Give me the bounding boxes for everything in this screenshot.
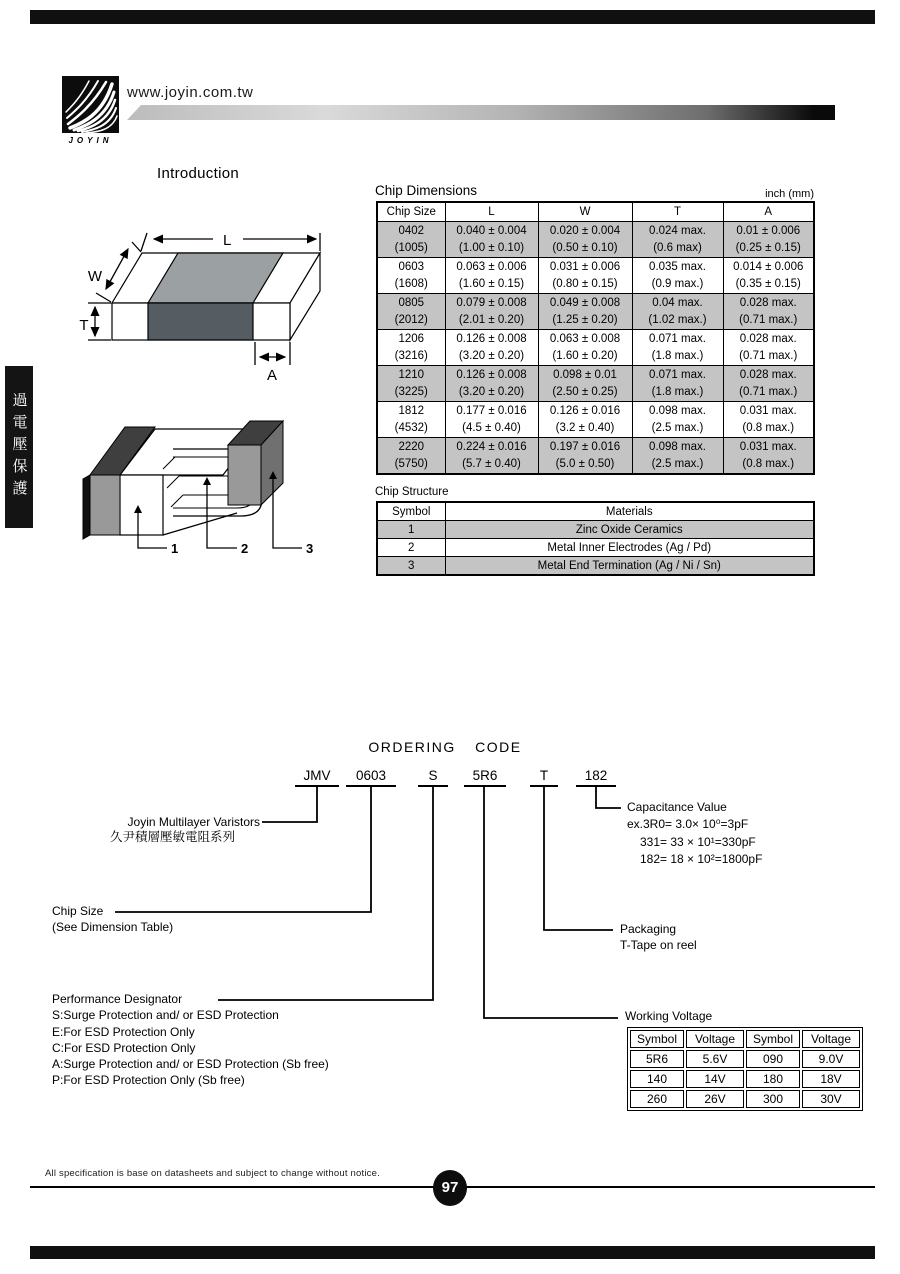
table-cell: 0.01 ± 0.006 (0.25 ± 0.15) (723, 222, 814, 258)
chip-size-label: Chip Size (52, 904, 104, 918)
col-T: T (632, 202, 723, 222)
chip-structure-header-row (377, 502, 814, 521)
structure-body (83, 421, 283, 539)
label-1: 1 (171, 541, 179, 556)
working-voltage-title: Working Voltage (625, 1009, 713, 1023)
ordering-part-capacitance: 182 (576, 768, 616, 787)
packaging-note: T-Tape on reel (620, 938, 697, 952)
table-row (630, 1070, 860, 1088)
table-cell: 0.126 ± 0.008 (3.20 ± 0.20) (445, 330, 538, 366)
table-cell: 1 (377, 521, 445, 539)
table-cell: 0.224 ± 0.016 (5.7 ± 0.40) (445, 438, 538, 475)
chip-size-note: (See Dimension Table) (52, 920, 174, 934)
table-row (630, 1090, 860, 1108)
table-cell: 260 (630, 1090, 684, 1108)
table-cell: 300 (746, 1090, 800, 1108)
table-row (377, 402, 814, 438)
table-cell: 0.028 max. (0.71 max.) (723, 330, 814, 366)
table-cell: 0.040 ± 0.004 (1.00 ± 0.10) (445, 222, 538, 258)
col-wv-symbol-2: Symbol (746, 1030, 800, 1048)
table-cell: 5R6 (630, 1050, 684, 1068)
logo-swirl-icon (62, 76, 119, 133)
ordering-part-chip-size: 0603 (346, 768, 396, 787)
table-cell: 180 (746, 1070, 800, 1088)
performance-designator-block (52, 991, 329, 1089)
label-A: A (266, 367, 278, 383)
table-row (377, 258, 814, 294)
table-cell: 14V (686, 1070, 744, 1088)
table-cell: 0.028 max. (0.71 max.) (723, 294, 814, 330)
chip-structure-title: Chip Structure (375, 486, 449, 498)
chip-dimension-diagram (75, 213, 365, 383)
chip-structure-table (376, 501, 815, 576)
table-cell: Zinc Oxide Ceramics (445, 521, 814, 539)
table-cell: 140 (630, 1070, 684, 1088)
table-cell: 0.04 max. (1.02 max.) (632, 294, 723, 330)
ordering-part-voltage: 5R6 (464, 768, 506, 787)
table-cell: 0.031 max. (0.8 max.) (723, 438, 814, 475)
table-row (377, 294, 814, 330)
table-cell: 0603 (1608) (377, 258, 445, 294)
col-wv-voltage-1: Voltage (686, 1030, 744, 1048)
label-3: 3 (306, 541, 314, 556)
chip-dimensions-title: Chip Dimensions (375, 183, 478, 198)
col-wv-voltage-2: Voltage (802, 1030, 860, 1048)
label-2: 2 (241, 541, 249, 556)
table-cell: 0.049 ± 0.008 (1.25 ± 0.20) (538, 294, 632, 330)
col-chip-size: Chip Size (377, 202, 445, 222)
col-A: A (723, 202, 814, 222)
table-cell: 0.126 ± 0.008 (3.20 ± 0.20) (445, 366, 538, 402)
performance-designator-title: Performance Designator (52, 992, 183, 1006)
page-number-badge: 97 (433, 1170, 467, 1206)
col-wv-symbol-1: Symbol (630, 1030, 684, 1048)
table-cell: 1210 (3225) (377, 366, 445, 402)
ordering-code-title: ORDERING CODE (368, 739, 522, 755)
working-voltage-table (627, 1027, 863, 1111)
label-T: T (79, 317, 89, 334)
table-row (377, 539, 814, 557)
table-row (377, 366, 814, 402)
capacitance-example: 331= 33 × 10¹=330pF (640, 834, 756, 849)
bottom-rule-bar (30, 1246, 875, 1259)
logo-wordmark: JOYIN (68, 136, 113, 145)
performance-item: P:For ESD Protection Only (Sb free) (52, 1073, 245, 1088)
table-cell: 0.071 max. (1.8 max.) (632, 366, 723, 402)
table-cell: 0.071 max. (1.8 max.) (632, 330, 723, 366)
table-cell: Metal End Termination (Ag / Ni / Sn) (445, 557, 814, 576)
chip-body (112, 253, 320, 340)
table-cell: 9.0V (802, 1050, 860, 1068)
table-cell: 0.098 ± 0.01 (2.50 ± 0.25) (538, 366, 632, 402)
table-row (377, 521, 814, 539)
table-cell: 0.031 ± 0.006 (0.80 ± 0.15) (538, 258, 632, 294)
sidebar-category-tab (5, 366, 33, 528)
header-gradient-bar (127, 105, 835, 120)
table-cell: 0.197 ± 0.016 (5.0 ± 0.50) (538, 438, 632, 475)
table-cell: 5.6V (686, 1050, 744, 1068)
table-cell: 0.031 max. (0.8 max.) (723, 402, 814, 438)
chip-dimensions-units: inch (mm) (765, 188, 814, 200)
table-row (377, 330, 814, 366)
table-cell: 0.063 ± 0.008 (1.60 ± 0.20) (538, 330, 632, 366)
col-materials: Materials (445, 502, 814, 521)
footer-disclaimer: All specification is base on datasheets and subject to change without notice. (45, 1168, 380, 1179)
table-cell: 0.014 ± 0.006 (0.35 ± 0.15) (723, 258, 814, 294)
product-name-chinese: 久尹積層壓敏電阻系列 (109, 830, 235, 844)
table-cell: 0.063 ± 0.006 (1.60 ± 0.15) (445, 258, 538, 294)
table-cell: 0.126 ± 0.016 (3.2 ± 0.40) (538, 402, 632, 438)
table-cell: 3 (377, 557, 445, 576)
table-cell: 0402 (1005) (377, 222, 445, 258)
table-cell: 1206 (3216) (377, 330, 445, 366)
performance-item: E:For ESD Protection Only (52, 1024, 195, 1039)
chip-dimensions-body (377, 222, 814, 475)
joyin-logo (62, 76, 119, 133)
introduction-heading: Introduction (157, 165, 239, 182)
capacitance-value-title: Capacitance Value (627, 800, 727, 814)
table-cell: 0.020 ± 0.004 (0.50 ± 0.10) (538, 222, 632, 258)
chip-dimensions-header-row (377, 202, 814, 222)
table-cell: 2 (377, 539, 445, 557)
table-cell: Metal Inner Electrodes (Ag / Pd) (445, 539, 814, 557)
table-row (377, 557, 814, 576)
table-cell: 0.098 max. (2.5 max.) (632, 438, 723, 475)
col-L: L (445, 202, 538, 222)
product-name-label: Joyin Multilayer Varistors (127, 815, 260, 829)
table-cell: 26V (686, 1090, 744, 1108)
label-W: W (87, 268, 103, 285)
performance-item: S:Surge Protection and/ or ESD Protection (52, 1008, 279, 1023)
performance-item: C:For ESD Protection Only (52, 1040, 196, 1055)
table-cell: 0.028 max. (0.71 max.) (723, 366, 814, 402)
performance-item: A:Surge Protection and/ or ESD Protection (Sb free) (52, 1057, 329, 1072)
capacitance-example: ex.3R0= 3.0× 10⁰=3pF (627, 817, 749, 831)
ordering-part-performance: S (418, 768, 448, 787)
table-cell: 0805 (2012) (377, 294, 445, 330)
table-cell: 30V (802, 1090, 860, 1108)
ordering-part-packaging: T (530, 768, 558, 787)
sidebar-vertical-text: 過電壓保護 (10, 392, 28, 502)
capacitance-examples (627, 816, 762, 869)
chip-structure-diagram (75, 405, 345, 570)
label-L: L (223, 232, 232, 249)
table-cell: 0.098 max. (2.5 max.) (632, 402, 723, 438)
performance-designator-items (52, 1007, 329, 1088)
capacitance-example: 182= 18 × 10²=1800pF (640, 852, 763, 866)
table-cell: 0.035 max. (0.9 max.) (632, 258, 723, 294)
table-cell: 0.079 ± 0.008 (2.01 ± 0.20) (445, 294, 538, 330)
table-cell: 2220 (5750) (377, 438, 445, 475)
website-url[interactable]: www.joyin.com.tw (127, 84, 254, 101)
table-cell: 0.024 max. (0.6 max) (632, 222, 723, 258)
chip-structure-body (377, 521, 814, 576)
table-cell: 0.177 ± 0.016 (4.5 ± 0.40) (445, 402, 538, 438)
col-symbol: Symbol (377, 502, 445, 521)
table-row (630, 1050, 860, 1068)
table-cell: 18V (802, 1070, 860, 1088)
table-cell: 090 (746, 1050, 800, 1068)
table-cell: 1812 (4532) (377, 402, 445, 438)
chip-dimensions-table (376, 201, 815, 475)
packaging-label: Packaging (620, 922, 677, 936)
working-voltage-body (630, 1050, 860, 1108)
top-rule-bar (30, 10, 875, 24)
ordering-part-series: JMV (295, 768, 339, 787)
table-row (377, 438, 814, 475)
working-voltage-header-row (630, 1030, 860, 1048)
table-row (377, 222, 814, 258)
col-W: W (538, 202, 632, 222)
